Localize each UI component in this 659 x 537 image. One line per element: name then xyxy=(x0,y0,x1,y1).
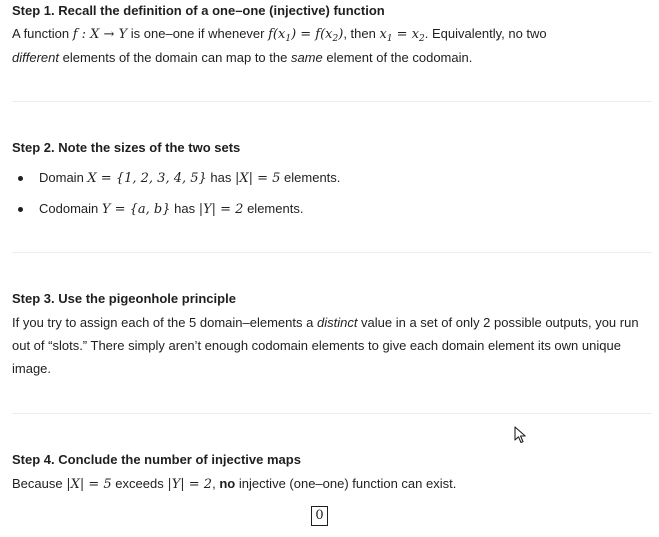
step-4-text: Because |X| = 5 exceeds |Y| = 2, no injective (one–one) function can exist. xyxy=(12,476,457,492)
math-codomain-set: Y = {a, b} xyxy=(101,202,171,217)
step-3 xyxy=(12,291,642,380)
step-3-text: If you try to assign each of the 5 domain–elements a distinct value in a set of only 2 possible outputs, you run out of “slots.” There simply aren’t enough codomain elements to give each domain element its own unique image. xyxy=(12,315,639,376)
step-1-text: A function f : X → Y is one–one if whenever $f(x_1) = f(x_2)$, then $x_1 = x_2$. Equivalently, no two different elements of the domain can map to the same element of the codomain. xyxy=(12,26,547,65)
step-1-title: Step 1. Recall the definition of a one–one (injective) function xyxy=(12,3,385,18)
step-4 xyxy=(12,452,652,496)
math-domain-set: X = {1, 2, 3, 4, 5} xyxy=(87,171,207,186)
math-x-equal: $x_1 = x_2$ xyxy=(379,27,425,44)
divider xyxy=(12,101,652,102)
list-item-codomain: Codomain Y = {a, b} has |Y| = 2 elements. xyxy=(12,201,652,218)
mouse-cursor-icon xyxy=(514,426,528,444)
step-1 xyxy=(12,3,652,69)
math-domain-size: |X| = 5 xyxy=(234,171,281,186)
divider xyxy=(12,413,652,414)
math-domain-size: |X| = 5 xyxy=(66,477,112,492)
math-f-equal: $f(x_1) = f(x_2)$ xyxy=(268,27,344,44)
divider xyxy=(12,252,652,253)
list-item-domain: Domain X = {1, 2, 3, 4, 5} has |X| = 5 elements. xyxy=(12,170,652,187)
bullet-icon xyxy=(18,176,23,181)
step-4-title: Step 4. Conclude the number of injective maps xyxy=(12,452,301,467)
boxed-answer: 0 xyxy=(311,506,328,526)
step-2-title: Step 2. Note the sizes of the two sets xyxy=(12,140,241,155)
step-2 xyxy=(12,140,652,218)
step-3-title: Step 3. Use the pigeonhole principle xyxy=(12,291,236,306)
math-function-signature: f : X → Y xyxy=(72,27,128,42)
bullet-icon xyxy=(18,207,23,212)
math-codomain-size: |Y| = 2 xyxy=(167,477,213,492)
math-codomain-size: |Y| = 2 xyxy=(198,202,244,217)
set-size-list xyxy=(12,170,652,218)
